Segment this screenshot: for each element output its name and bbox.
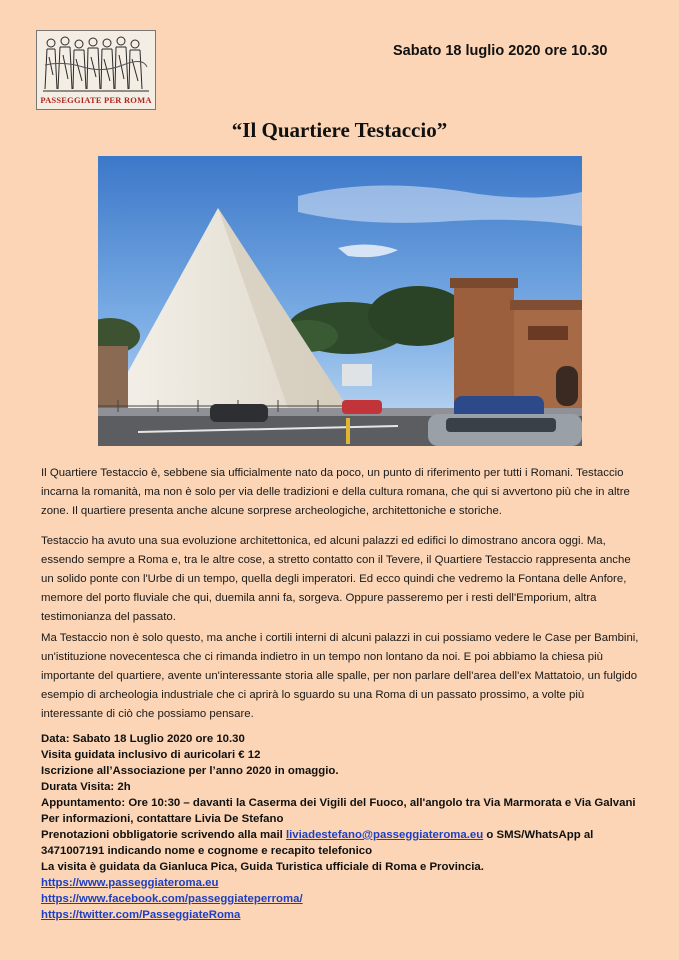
info-contact: Per informazioni, contattare Livia De Stefano (41, 813, 284, 825)
paragraph-highlights: Ma Testaccio non è solo questo, ma anche i cortili interni di alcuni palazzi in cui possiamo vedere le Case per Bambini, un'istituzione novecentesca che ci rimanda indietro in un tempo non lontano da noi. E poi abbiamo la chiesa più importante del quartiere, avente un'interessante storia alle spalle, per non parlare dell'area dell'ex Mattatoio, un fulgido esempio di archeologia industriale che ci aprirà lo sguardo su una Roma di un passato prossimo, a volte più interessante di ciò che possiamo pensare. (41, 632, 639, 720)
paragraph-architecture: Testaccio ha avuto una sua evoluzione architettonica, ed alcuni palazzi ed edifici lo dimostrano ancora oggi. Ma, essendo sempre a Roma e, tra le altre cose, a stretto contatto con il Tevere, il Quartiere Testaccio rappresenta anche un solido ponte con l'Urbe di un tempo, quella degli imperatori. Ed ecco quindi che vedremo la Fontana delle Anfore, memore del porto fluviale che qui, duemila anni fa, sorgeva. Oppure passeremo per i resti dell'Emporium, altra testimonianza del passato. (41, 535, 631, 623)
info-booking (41, 827, 661, 843)
info-membership: Iscrizione all’Associazione per l’anno 2020 in omaggio. (41, 765, 339, 777)
logo (36, 30, 156, 110)
facebook-link[interactable]: https://www.facebook.com/passeggiateperroma/ (41, 893, 303, 905)
event-datetime: Sabato 18 luglio 2020 ore 10.30 (393, 43, 608, 59)
page-title: “Il Quartiere Testaccio” (231, 118, 448, 142)
info-date: Data: Sabato 18 Luglio 2020 ore 10.30 (41, 733, 245, 745)
website-link[interactable]: https://www.passeggiateroma.eu (41, 877, 219, 889)
info-tour-price: Visita guidata inclusivo di auricolari € 12 (41, 749, 261, 761)
info-duration: Durata Visita: 2h (41, 781, 131, 793)
info-guide: La visita è guidata da Gianluca Pica, Guida Turistica ufficiale di Roma e Provincia. (41, 861, 484, 873)
booking-email-link[interactable]: liviadestefano@passeggiateroma.eu (285, 829, 484, 841)
logo-figures-illustration (43, 35, 149, 93)
booking-suffix: o SMS/WhatsApp al (483, 829, 594, 841)
twitter-link[interactable]: https://twitter.com/PasseggiateRoma (41, 909, 241, 921)
logo-text: PASSEGGIATE PER ROMA (40, 95, 152, 105)
pyramid-photo (98, 156, 582, 446)
paragraph-intro: Il Quartiere Testaccio è, sebbene sia ufficialmente nato da poco, un punto di riferimento per tutti i Romani. Testaccio incarna la romanità, ma non è solo per via delle tradizioni e della cultura romana, che qui si avvertono più che in altre zone. Il quartiere presenta anche alcune sorprese archeologiche, architettoniche e storiche. (41, 467, 630, 517)
event-info (41, 731, 661, 923)
info-meeting-point: Appuntamento: Ore 10:30 – davanti la Caserma dei Vigili del Fuoco, all'angolo tra Via Marmorata e Via Galvani (41, 797, 636, 809)
booking-prefix: Prenotazioni obbligatorie scrivendo alla mail (41, 829, 286, 841)
info-phone: 3471007191 indicando nome e cognome e recapito telefonico (41, 845, 373, 857)
